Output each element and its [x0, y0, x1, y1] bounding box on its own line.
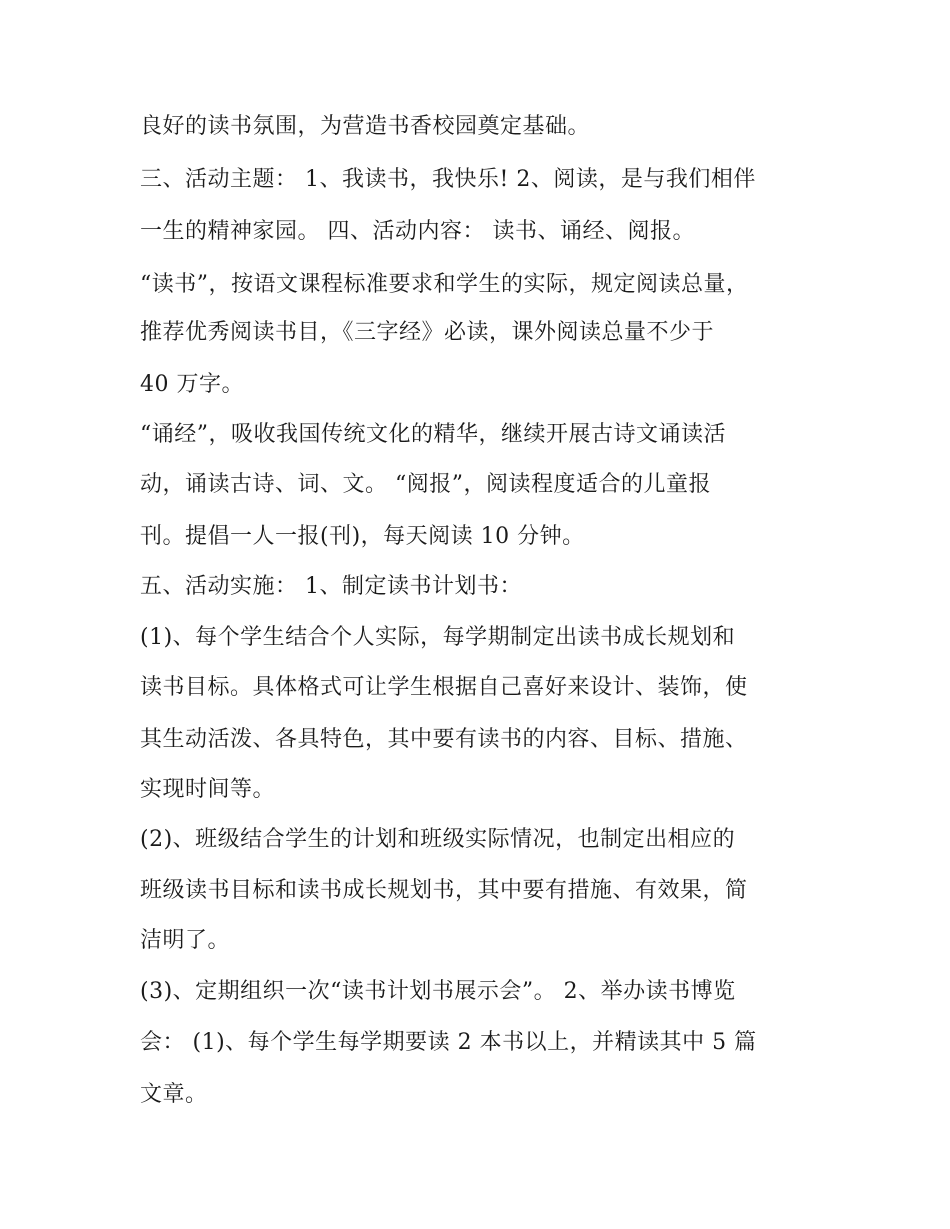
text-line-7: “诵经”，吸收我国传统文化的精华，继续开展古诗文诵读活 — [140, 422, 726, 447]
text-line-13: 其生动活泼、各具特色，其中要有读书的内容、目标、措施、 — [140, 727, 748, 752]
text-line-16: 班级读书目标和读书成长规划书，其中要有措施、有效果，简 — [140, 878, 748, 903]
text-line-18: (3)、定期组织一次“读书计划书展示会”。 2、举办读书博览 — [140, 979, 736, 1004]
text-line-5: 推荐优秀阅读书目，《三字经》必读，课外阅读总量不少于 — [140, 320, 715, 345]
text-line-8: 动，诵读古诗、词、文。 “阅报”，阅读程度适合的儿童报 — [140, 472, 711, 497]
text-line-19: 会： (1)、每个学生每学期要读 2 本书以上，并精读其中 5 篇 — [140, 1030, 757, 1055]
text-line-15: (2)、班级结合学生的计划和班级实际情况，也制定出相应的 — [140, 827, 736, 852]
text-line-6: 40 万字。 — [140, 372, 244, 397]
text-line-9: 刊。提倡一人一报(刊)，每天阅读 10 分钟。 — [140, 524, 585, 549]
text-line-11: (1)、每个学生结合个人实际，每学期制定出读书成长规划和 — [140, 625, 736, 650]
text-line-14: 实现时间等。 — [140, 777, 276, 802]
text-line-17: 洁明了。 — [140, 928, 231, 953]
text-line-2: 三、活动主题： 1、我读书，我快乐! 2、阅读，是与我们相伴 — [140, 167, 756, 192]
text-line-20: 文章。 — [140, 1082, 208, 1107]
text-line-4: “读书”，按语文课程标准要求和学生的实际，规定阅读总量， — [140, 272, 749, 297]
text-line-3: 一生的精神家园。 四、活动内容： 读书、诵经、阅报。 — [140, 219, 695, 244]
text-line-10: 五、活动实施： 1、制定读书计划书： — [140, 574, 522, 599]
text-line-12: 读书目标。具体格式可让学生根据自己喜好来设计、装饰，使 — [140, 675, 748, 700]
text-line-1: 良好的读书氛围，为营造书香校园奠定基础。 — [140, 114, 591, 139]
